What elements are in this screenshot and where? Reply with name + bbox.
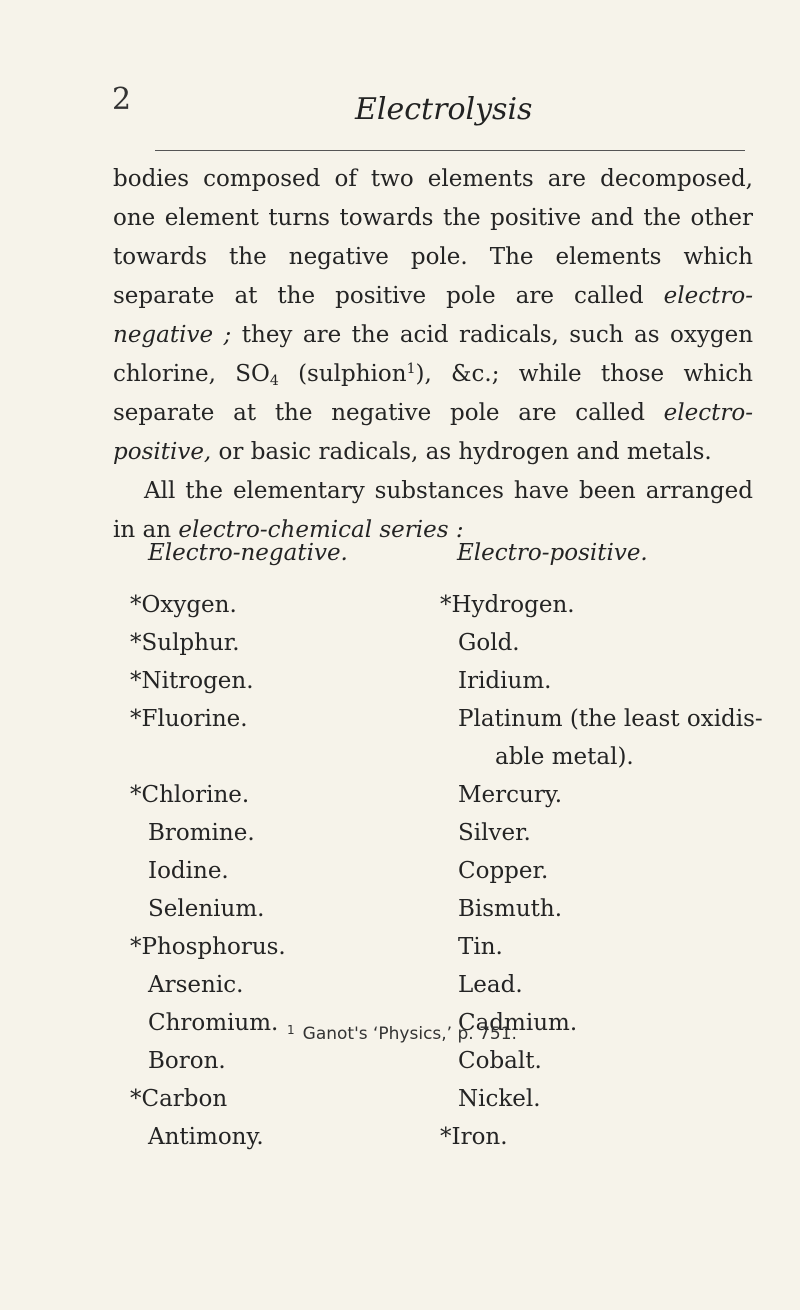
list-item: Chromium. bbox=[148, 1010, 279, 1036]
list-item: *Hydrogen. bbox=[440, 592, 575, 618]
heading-electro-negative: Electro-negative. bbox=[148, 540, 348, 566]
text-run: (sulphion bbox=[278, 361, 407, 387]
text-run: ), &c.; while those which separate at the negative pole are called bbox=[113, 361, 753, 426]
text-run: or basic radicals, as hydrogen and metals. bbox=[211, 439, 712, 465]
running-title: Electrolysis bbox=[355, 92, 533, 127]
list-item: Platinum (the least oxidis- bbox=[458, 706, 763, 732]
electro-negative-list bbox=[130, 586, 286, 1156]
text-run: they are the acid radicals, such as oxygen chlorine, SO bbox=[113, 322, 754, 387]
list-item: Iodine. bbox=[148, 858, 229, 884]
list-item: *Carbon bbox=[130, 1086, 228, 1112]
list-item: Silver. bbox=[458, 820, 531, 846]
list-item: Nickel. bbox=[458, 1086, 541, 1112]
list-item: Cadmium. bbox=[458, 1010, 578, 1036]
list-item: Lead. bbox=[458, 972, 523, 998]
list-item: Boron. bbox=[148, 1048, 226, 1074]
header-rule bbox=[155, 150, 745, 151]
list-item: Mercury. bbox=[458, 782, 563, 808]
footnote-mark: 1 bbox=[287, 1023, 295, 1037]
list-item: *Phosphorus. bbox=[130, 934, 286, 960]
list-item: Copper. bbox=[458, 858, 549, 884]
list-item: Gold. bbox=[458, 630, 520, 656]
list-item: Tin. bbox=[458, 934, 503, 960]
list-item: Selenium. bbox=[148, 896, 265, 922]
list-item: *Chlorine. bbox=[130, 782, 250, 808]
heading-electro-positive: Electro-positive. bbox=[457, 540, 648, 566]
electro-positive-list bbox=[440, 586, 763, 1156]
list-item: Bismuth. bbox=[458, 896, 563, 922]
list-item: Iridium. bbox=[458, 668, 552, 694]
paragraph-1 bbox=[113, 160, 753, 472]
list-item: *Sulphur. bbox=[130, 630, 240, 656]
body-text bbox=[113, 160, 753, 550]
list-item: *Oxygen. bbox=[130, 592, 237, 618]
text-run: bodies composed of two elements are decomposed, one element turns towards the positive and the other towards the negative pole. The elements which separate at the positive pole are called bbox=[113, 166, 753, 309]
term-electro-chemical-series: electro-chemical series : bbox=[178, 517, 464, 543]
text-run: All the elementary substances have been arranged in an bbox=[113, 478, 753, 543]
list-item: *Nitrogen. bbox=[130, 668, 254, 694]
paragraph-2 bbox=[113, 472, 753, 550]
list-item: Cobalt. bbox=[458, 1048, 542, 1074]
subscript: 4 bbox=[269, 373, 279, 389]
list-item: *Iron. bbox=[440, 1124, 508, 1150]
term-electro-positive: electro-positive, bbox=[113, 400, 753, 465]
term-electro-negative: electro-negative ; bbox=[113, 283, 753, 348]
page-number: 2 bbox=[112, 82, 132, 117]
footnote-ref: 1 bbox=[406, 361, 416, 377]
list-item: Antimony. bbox=[148, 1124, 264, 1150]
list-item: Arsenic. bbox=[148, 972, 244, 998]
list-item: Bromine. bbox=[148, 820, 255, 846]
footnote-text: Ganot's ‘Physics,’ p. 751. bbox=[302, 1024, 517, 1044]
list-item: *Fluorine. bbox=[130, 706, 248, 732]
list-item-continuation: able metal). bbox=[495, 744, 634, 770]
footnote bbox=[287, 1023, 517, 1044]
